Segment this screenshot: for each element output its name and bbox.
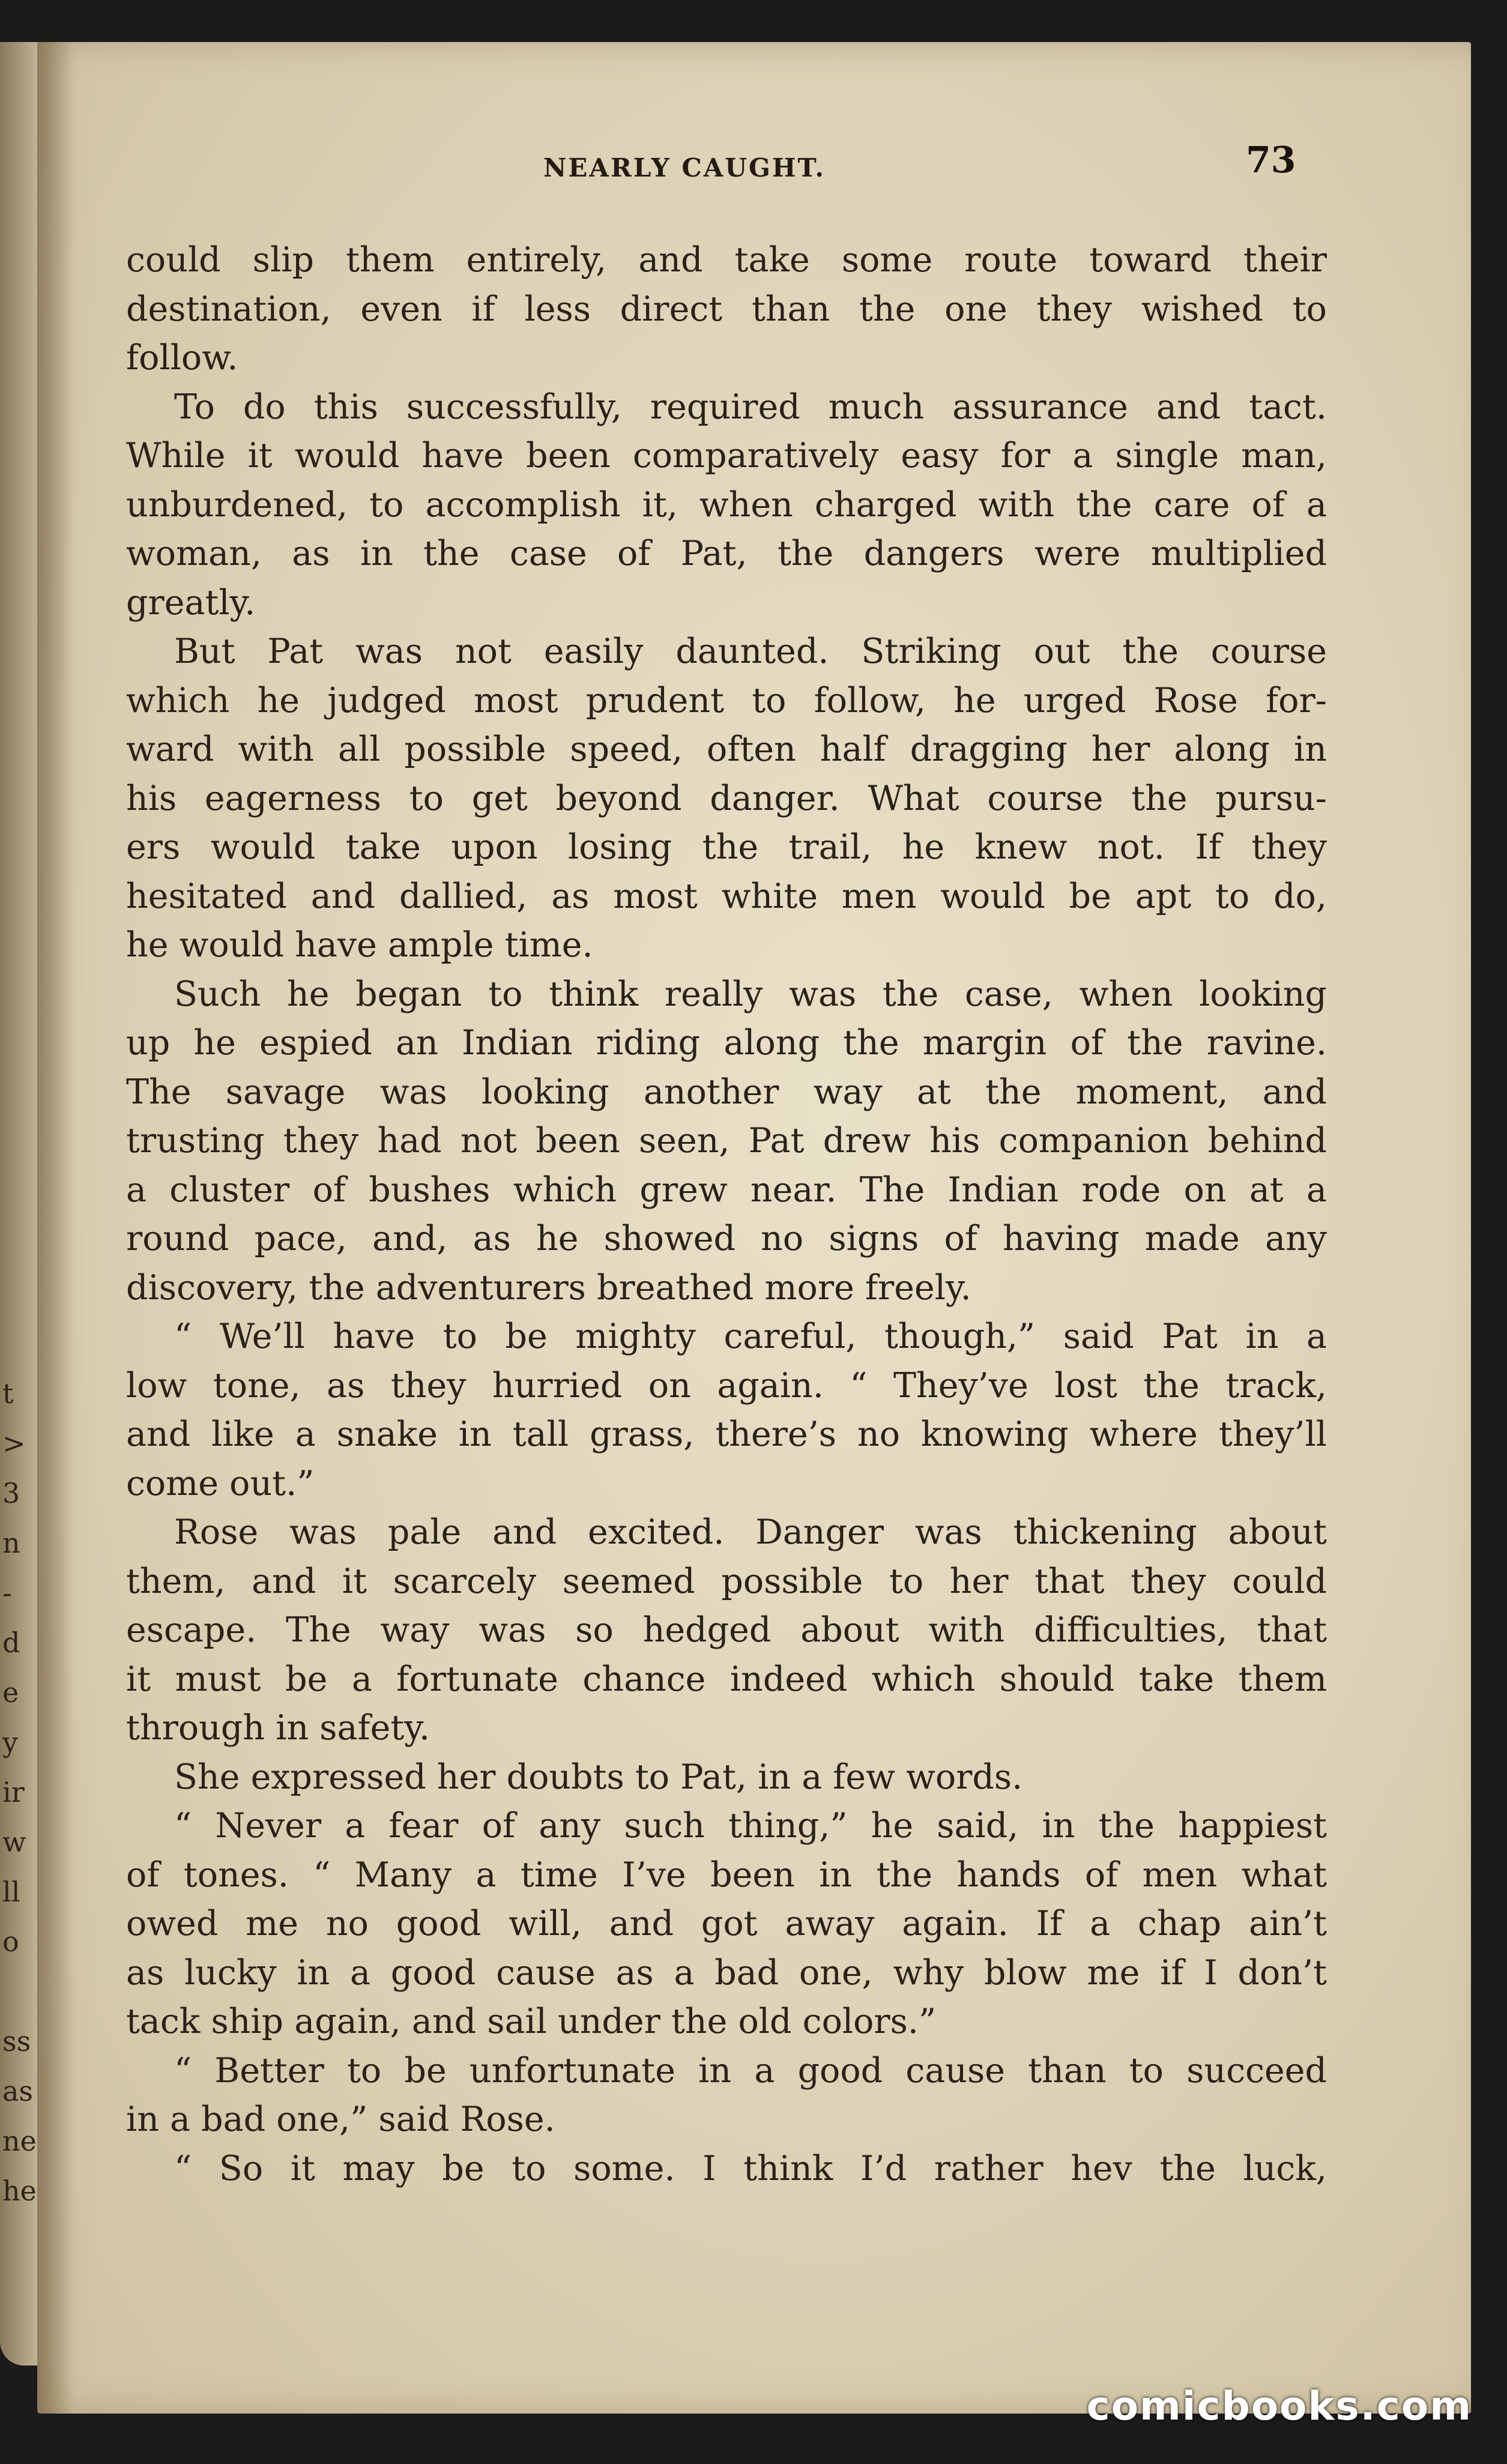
text-line: trusting they had not been seen, Pat drew his companion behind [126, 1121, 1327, 1161]
text-line: owed me no good will, and got away again. If a chap ain’t [126, 1904, 1327, 1943]
text-line: “ We’ll have to be mighty careful, though,” said Pat in a [174, 1317, 1327, 1356]
text-line: which he judged most prudent to follow, he urged Rose for- [126, 680, 1327, 720]
previous-page-fragment: > [2, 1427, 26, 1460]
text-line: ers would take upon losing the trail, he knew not. If they [126, 827, 1327, 867]
text-line: as lucky in a good cause as a bad one, why blow me if I don’t [126, 1952, 1327, 1993]
text-line: Rose was pale and excited. Danger was thickening about [174, 1512, 1327, 1552]
text-line: come out.” [126, 1463, 315, 1503]
previous-page-fragment: 3 [2, 1477, 20, 1509]
previous-page-fragment: e [2, 1676, 19, 1709]
text-line: in a bad one,” said Rose. [126, 2100, 555, 2139]
previous-page-text-fragments [0, 1369, 38, 2269]
text-line: She expressed her doubts to Pat, in a few words. [174, 1757, 1023, 1797]
text-line: Such he began to think really was the case, when looking [174, 974, 1327, 1014]
previous-page-fragment: ne [2, 2125, 37, 2157]
text-line: a cluster of bushes which grew near. The Indian rode on at a [126, 1170, 1327, 1210]
text-line: “ So it may be to some. I think I’d rather hev the luck, [174, 2148, 1327, 2188]
text-line: discovery, the adventurers breathed more freely. [126, 1267, 971, 1308]
previous-page-fragment: - [2, 1577, 12, 1609]
previous-page-fragment: t [2, 1377, 14, 1410]
previous-page-fragment: y [2, 1726, 18, 1759]
previous-page-fragment: w [2, 1826, 26, 1858]
body-text [126, 236, 1327, 2193]
text-line: hesitated and dallied, as most white men would be apt to do, [126, 876, 1327, 916]
previous-page-fragment: he [2, 2175, 37, 2207]
text-line: To do this successfully, required much assurance and tact. [174, 387, 1327, 427]
text-line: The savage was looking another way at the moment, and [126, 1072, 1327, 1112]
page-number: 73 [1246, 139, 1296, 181]
spine-shadow [37, 42, 73, 2414]
text-line: up he espied an Indian riding along the margin of the ravine. [126, 1023, 1327, 1063]
text-line: could slip them entirely, and take some route toward their [126, 240, 1327, 280]
text-line: “ Never a fear of any such thing,” he said, in the happiest [174, 1806, 1327, 1846]
watermark: comicbooks.com [1086, 2383, 1472, 2429]
text-line: round pace, and, as he showed no signs of having made any [126, 1219, 1327, 1258]
previous-page-fragment: o [2, 1925, 19, 1958]
text-line: and like a snake in tall grass, there’s no knowing where they’ll [126, 1415, 1327, 1454]
running-header: NEARLY CAUGHT. [543, 153, 826, 183]
text-line: woman, as in the case of Pat, the dangers were multiplied [126, 534, 1327, 573]
text-line: But Pat was not easily daunted. Striking out the course [174, 632, 1327, 671]
text-line: low tone, as they hurried on again. “ They’ve lost the track, [126, 1365, 1327, 1406]
previous-page-fragment [2, 1967, 38, 2017]
previous-page-fragment: ss [2, 2025, 31, 2058]
text-line: follow. [126, 338, 238, 378]
previous-page-fragment: n [2, 1527, 20, 1559]
previous-page-fragment: ll [2, 1876, 20, 1908]
text-line: unburdened, to accomplish it, when charged with the care of a [126, 485, 1327, 525]
text-line: destination, even if less direct than the one they wished to [126, 289, 1327, 329]
previous-page-fragment: d [2, 1626, 20, 1659]
text-line: them, and it scarcely seemed possible to her that they could [126, 1561, 1327, 1601]
text-line: his eagerness to get beyond danger. What course the pursu- [126, 778, 1327, 818]
text-line: “ Better to be unfortunate in a good cause than to succeed [174, 2050, 1327, 2091]
text-line: he would have ample time. [126, 925, 593, 965]
text-line: through in safety. [126, 1708, 430, 1748]
text-line: ward with all possible speed, often half dragging her along in [126, 729, 1327, 769]
previous-page-fragment: ir [2, 1776, 25, 1808]
text-line: tack ship again, and sail under the old colors.” [126, 2002, 937, 2041]
text-line: escape. The way was so hedged about with difficulties, that [126, 1610, 1327, 1650]
text-line: greatly. [126, 582, 256, 623]
text-line: of tones. “ Many a time I’ve been in the hands of men what [126, 1855, 1327, 1895]
text-line: it must be a fortunate chance indeed which should take them [126, 1659, 1327, 1699]
previous-page-fragment: as [2, 2075, 34, 2107]
text-line: While it would have been comparatively easy for a single man, [126, 436, 1327, 476]
